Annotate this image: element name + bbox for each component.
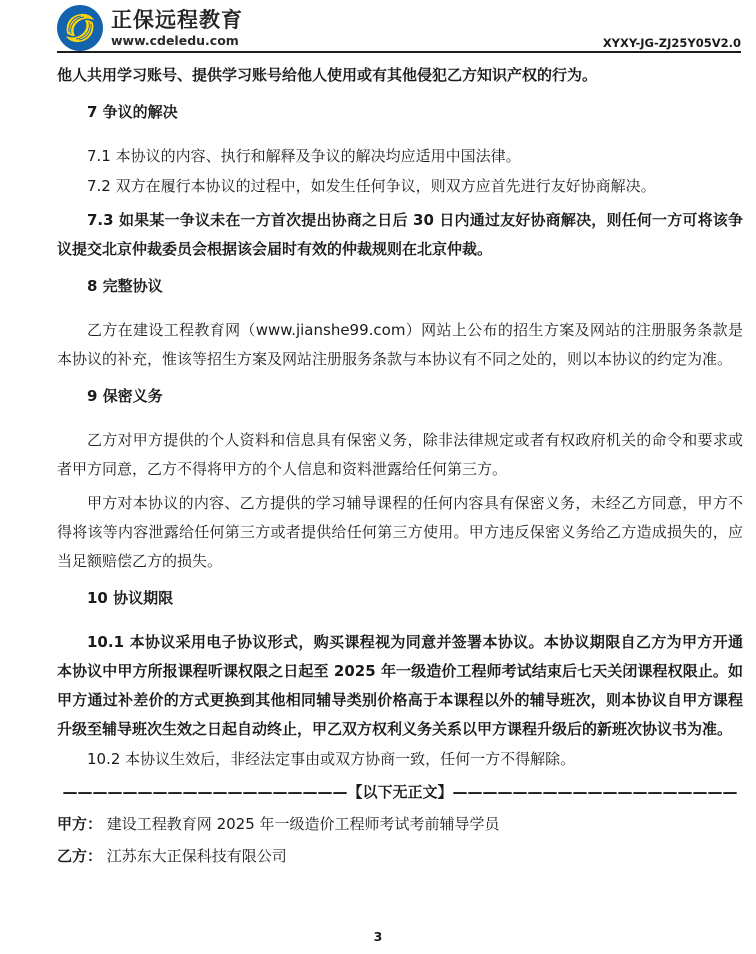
section-7-heading: 7 争议的解决 bbox=[87, 103, 178, 121]
agreement-page-body bbox=[0, 53, 756, 871]
clause-9-2: 甲方对本协议的内容、乙方提供的学习辅导课程的任何内容具有保密义务，未经乙方同意，甲方不得将该等内容泄露给任何第三方或者提供给任何第三方使用。甲方违反保密义务给乙方造成损失的，应当足额赔偿乙方的损失。 bbox=[57, 494, 743, 570]
brand-url: www.cdeledu.com bbox=[111, 33, 239, 48]
continuation-paragraph: 他人共用学习账号、提供学习账号给他人使用或有其他侵犯乙方知识产权的行为。 bbox=[57, 66, 598, 84]
cdel-swirl-logo-icon bbox=[57, 5, 103, 51]
clause-9-1: 乙方对甲方提供的个人资料和信息具有保密义务，除非法律规定或者有权政府机关的命令和要求或者甲方同意，乙方不得将甲方的个人信息和资料泄露给任何第三方。 bbox=[57, 431, 743, 478]
section-10-heading: 10 协议期限 bbox=[87, 589, 174, 607]
divider-dashes-left: ——————————————————— bbox=[62, 783, 348, 801]
clause-7-1: 7.1 本协议的内容、执行和解释及争议的解决均应适用中国法律。 bbox=[87, 147, 521, 165]
section-8-heading: 8 完整协议 bbox=[87, 277, 163, 295]
clause-7-2: 7.2 双方在履行本协议的过程中，如发生任何争议，则双方应首先进行友好协商解决。 bbox=[87, 177, 656, 195]
page-header bbox=[57, 0, 741, 53]
brand-name: 正保远程教育 bbox=[111, 8, 243, 32]
clause-10-2: 10.2 本协议生效后，非经法定事由或双方协商一致，任何一方不得解除。 bbox=[87, 750, 576, 768]
party-jiafang-value: 建设工程教育网 2025 年一级造价工程师考试考前辅导学员 bbox=[106, 815, 500, 833]
brand-block bbox=[57, 0, 243, 51]
brand-text bbox=[111, 5, 243, 48]
clause-10-1: 10.1 本协议采用电子协议形式，购买课程视为同意并签署本协议。本协议期限自乙方为甲方开通本协议中甲方所报课程听课权限之日起至 2025 年一级造价工程师考试结束后七天关闭课程权限止。如甲方通过补差价的方式更换到其他相同辅导类别价格高于本课程以外的辅导班次，则本协议自甲方课程升级至辅导班次生效之日起自动终止，甲乙双方权利义务关系以甲方课程升级后的新班次协议书为准。 bbox=[57, 633, 743, 738]
party-yifang-row bbox=[57, 842, 743, 871]
section-9-heading: 9 保密义务 bbox=[87, 387, 163, 405]
divider-dashes-right: ——————————————————— bbox=[452, 783, 738, 801]
page-number: 3 bbox=[373, 929, 383, 944]
party-jiafang-label: 甲方： bbox=[57, 815, 103, 833]
party-jiafang-row bbox=[57, 810, 743, 839]
clause-8-1: 乙方在建设工程教育网（www.jianshe99.com）网站上公布的招生方案及网站的注册服务条款是本协议的补充，惟该等招生方案及网站注册服务条款与本协议有不同之处的，则以本协议的约定为准。 bbox=[57, 321, 743, 368]
no-further-text-divider bbox=[57, 778, 743, 807]
doc-version-code: XYXY-JG-ZJ25Y05V2.0 bbox=[602, 36, 741, 50]
party-yifang-label: 乙方： bbox=[57, 847, 103, 865]
party-yifang-value: 江苏东大正保科技有限公司 bbox=[106, 847, 287, 865]
divider-label: 【以下无正文】 bbox=[347, 783, 453, 801]
clause-7-3: 7.3 如果某一争议未在一方首次提出协商之日后 30 日内通过友好协商解决，则任何一方可将该争议提交北京仲裁委员会根据该会届时有效的仲裁规则在北京仲裁。 bbox=[57, 211, 743, 258]
